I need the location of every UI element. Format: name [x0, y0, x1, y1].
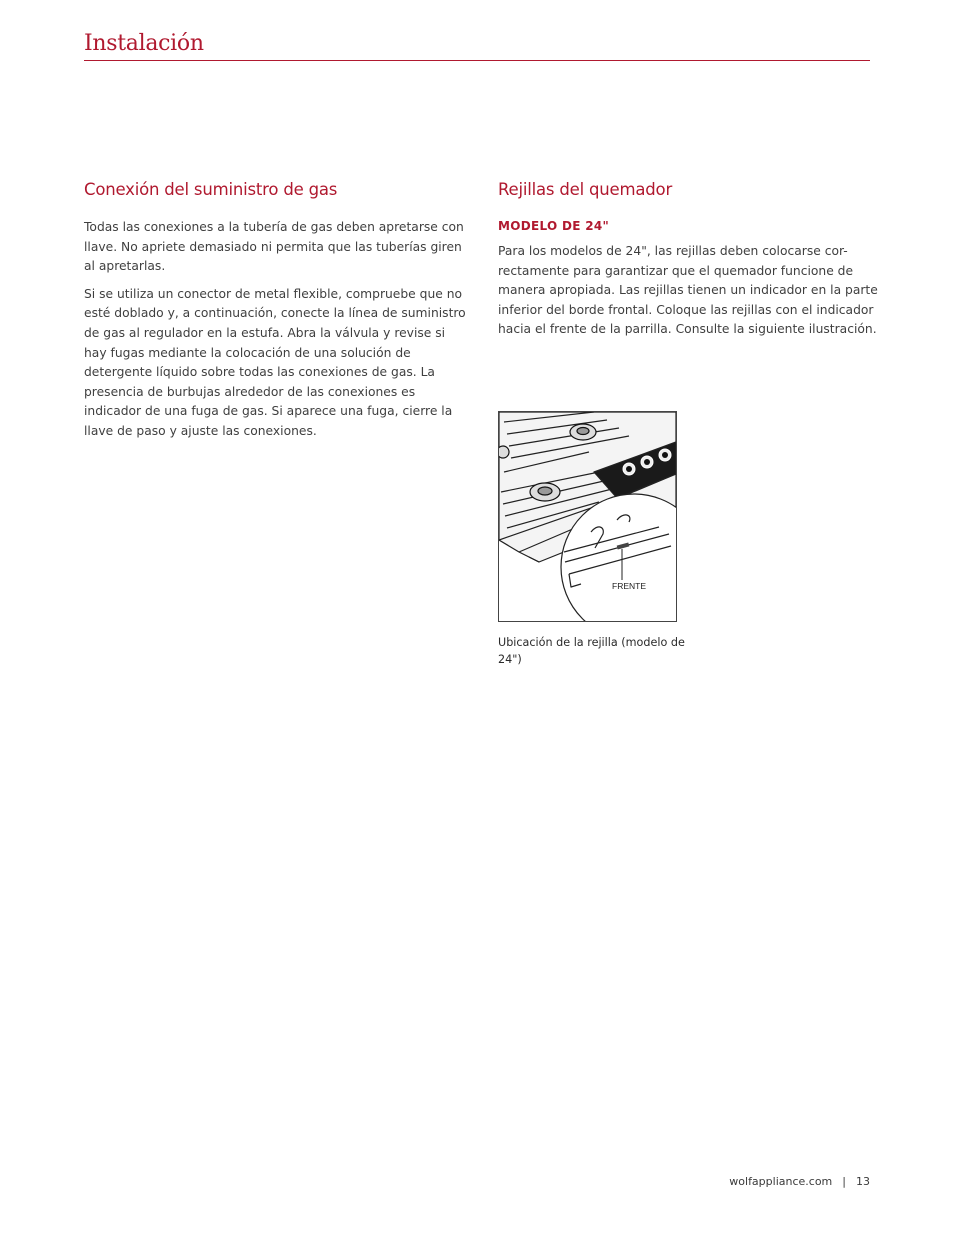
page-title: Instalación	[84, 31, 204, 56]
front-label: FRENTE	[612, 581, 646, 591]
paragraph-gas-1: Todas las conexiones a la tubería de gas deben apretarse con llave. No apriete demasiado ni permita que las tuberías giren al apretarlas.	[84, 220, 464, 274]
paragraph-gas-2: Si se utiliza un conector de metal flexible, compruebe que no esté doblado y, a continuación, conecte la línea de suministro de gas al regulador en la estufa. Abra la válvula y revise si hay fugas mediante la colocación de una solución de detergente líquido sobre todas las conexiones de gas. La presencia de burbujas alrededor de las conexiones es indicador de una fuga de gas. Si aparece una fuga, cierre la llave de paso y ajuste las conexiones.	[84, 286, 466, 438]
footer	[729, 1175, 870, 1188]
subheading-model-24: MODELO DE 24"	[498, 219, 610, 233]
left-column	[84, 178, 466, 450]
page-number: 13	[856, 1175, 870, 1188]
figure-caption: Ubicación de la rejilla (modelo de 24")	[498, 636, 685, 666]
footer-separator: |	[842, 1175, 846, 1188]
burner-left-edge	[499, 446, 509, 458]
burner-lower	[530, 483, 560, 501]
grate-illustration	[498, 411, 677, 622]
burner-upper	[570, 424, 596, 440]
section-heading-gas-connection: Conexión del suministro de gas	[84, 180, 338, 199]
footer-site-link[interactable]: wolfappliance.com	[729, 1175, 833, 1188]
title-rule	[84, 60, 870, 61]
right-column	[498, 178, 880, 348]
paragraph-grates: Para los modelos de 24", las rejillas deben colocarse cor-rectamente para garantizar que el quemador funcione de manera apropiada. Las rejillas tienen un indicador en la parte inferior del borde frontal. Coloque las rejillas con el indicador hacia el frente de la parrilla. Consulte la siguiente ilustración.	[498, 244, 878, 337]
section-heading-burner-grates: Rejillas del quemador	[498, 180, 673, 199]
